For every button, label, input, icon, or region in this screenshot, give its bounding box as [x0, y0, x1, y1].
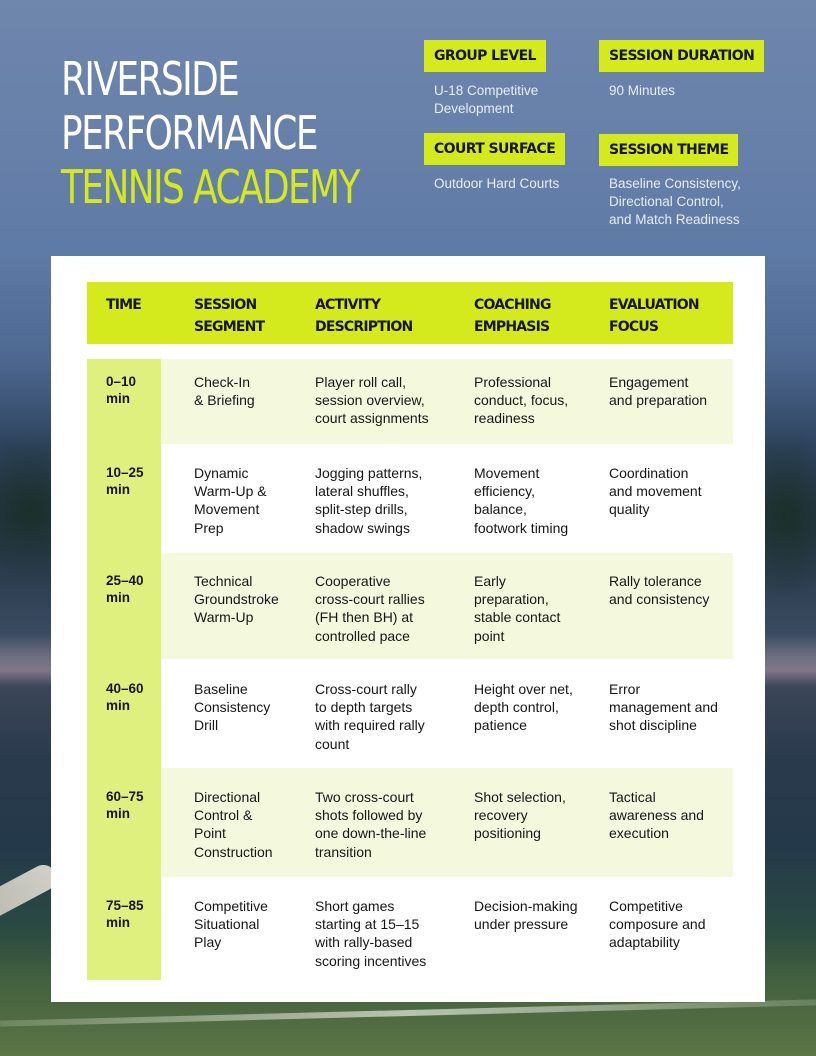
title-line-3: TENNIS ACADEMY — [61, 160, 359, 214]
session-theme-label: SESSION THEME — [599, 134, 738, 166]
session-duration-value: 90 Minutes — [609, 83, 676, 98]
row-time: 25–40 min — [106, 573, 144, 605]
row-activity: Short games starting at 15–15 with rally-based scoring incentives — [315, 898, 427, 969]
row-segment: Check-In & Briefing — [194, 374, 255, 409]
row-emphasis: Shot selection, recovery positioning — [474, 789, 566, 842]
row-time: 0–10 min — [106, 374, 137, 406]
row-activity: Player roll call, session overview, court assignments — [315, 374, 429, 427]
row-emphasis: Movement efficiency, balance, footwork timing — [474, 465, 569, 536]
page-title — [61, 52, 359, 214]
row-emphasis: Early preparation, stable contact point — [474, 573, 561, 644]
row-time: 75–85 min — [106, 898, 144, 930]
row-time: 60–75 min — [106, 789, 144, 821]
title-line-2: PERFORMANCE — [61, 106, 317, 160]
header-evaluation-focus: EVALUATION FOCUS — [609, 297, 699, 335]
header-time: TIME — [106, 297, 142, 313]
header-activity-description: ACTIVITY DESCRIPTION — [315, 297, 413, 335]
title-line-1: RIVERSIDE — [61, 52, 239, 106]
row-emphasis: Professional conduct, focus, readiness — [474, 374, 569, 427]
table-header — [87, 282, 733, 344]
time-column — [87, 359, 161, 980]
row-time: 10–25 min — [106, 465, 144, 497]
row-activity: Two cross-court shots followed by one down-the-line transition — [315, 789, 427, 860]
row-segment: Baseline Consistency Drill — [194, 681, 271, 734]
schedule-card — [51, 256, 765, 1002]
row-activity: Cross-court rally to depth targets with required rally count — [315, 681, 425, 752]
row-segment: Directional Control & Point Construction — [194, 789, 273, 860]
row-segment: Competitive Situational Play — [194, 898, 268, 951]
row-evaluation: Tactical awareness and execution — [609, 789, 704, 842]
row-activity: Cooperative cross-court rallies (FH then BH) at controlled pace — [315, 573, 425, 644]
row-evaluation: Engagement and preparation — [609, 374, 708, 409]
row-evaluation: Coordination and movement quality — [609, 465, 702, 518]
court-surface-value: Outdoor Hard Courts — [434, 176, 560, 191]
row-evaluation: Error management and shot discipline — [609, 681, 718, 734]
header-session-segment: SESSION SEGMENT — [194, 297, 265, 335]
group-level-value: U-18 Competitive Development — [434, 83, 539, 116]
row-time: 40–60 min — [106, 681, 144, 713]
session-duration-label: SESSION DURATION — [599, 40, 764, 72]
row-evaluation: Competitive composure and adaptability — [609, 898, 706, 951]
background-court-line — [0, 999, 816, 1026]
row-emphasis: Decision-making under pressure — [474, 898, 578, 933]
group-level-label: GROUP LEVEL — [424, 40, 546, 72]
court-surface-label: COURT SURFACE — [424, 133, 565, 165]
row-emphasis: Height over net, depth control, patience — [474, 681, 573, 734]
row-activity: Jogging patterns, lateral shuffles, split-step drills, shadow swings — [315, 465, 423, 536]
row-segment: Technical Groundstroke Warm-Up — [194, 573, 279, 626]
row-segment: Dynamic Warm-Up & Movement Prep — [194, 465, 267, 536]
row-evaluation: Rally tolerance and consistency — [609, 573, 710, 608]
header-coaching-emphasis: COACHING EMPHASIS — [474, 297, 551, 335]
session-theme-value: Baseline Consistency, Directional Control, and Match Readiness — [609, 176, 741, 227]
